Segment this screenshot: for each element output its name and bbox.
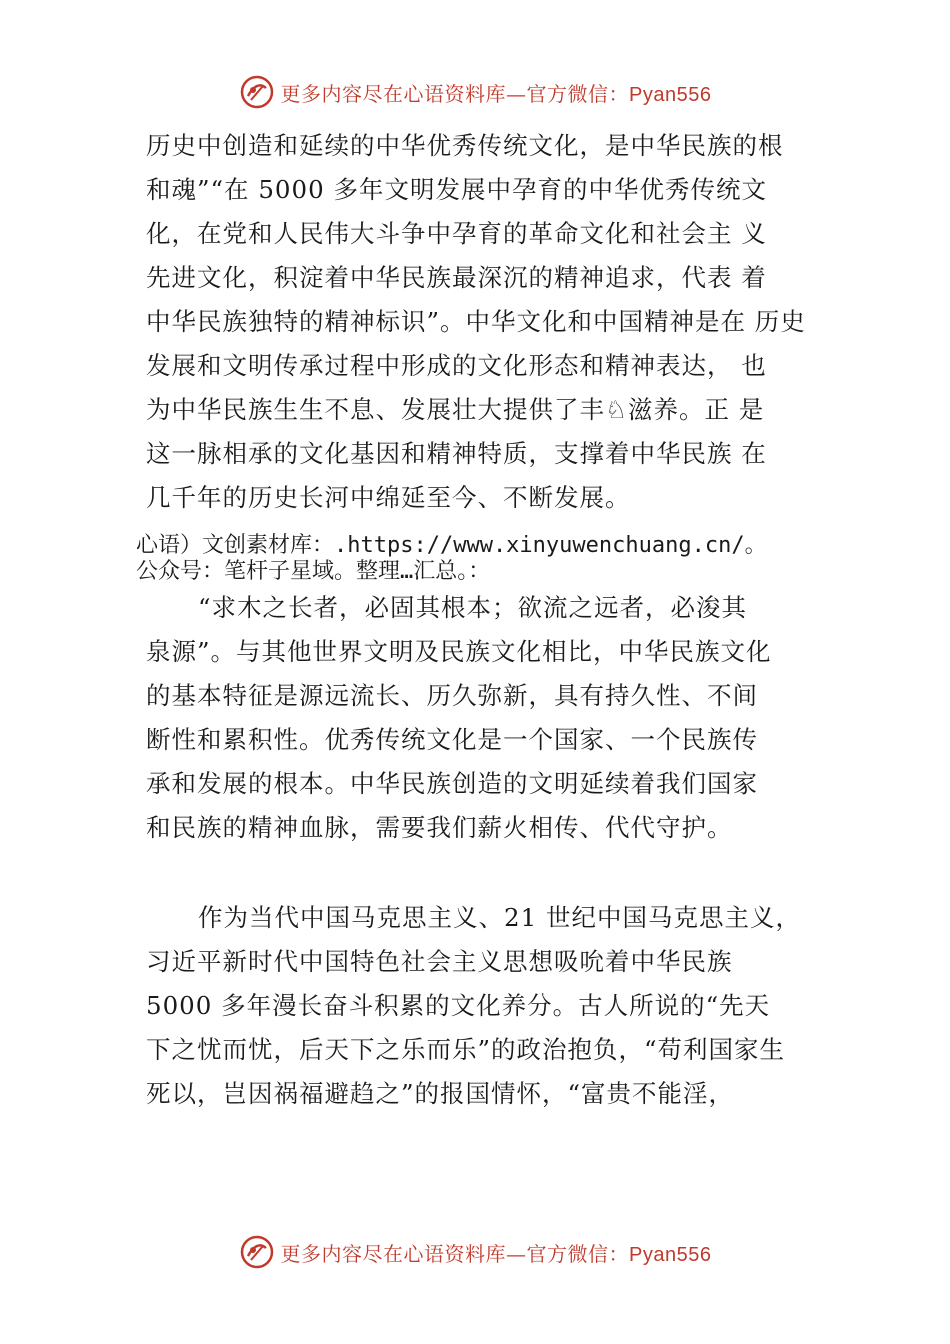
- text-line: 几千年的历史长河中绵延至今、不断发展。: [146, 483, 631, 512]
- wechat-id: Pyan556: [629, 1243, 712, 1266]
- header-banner: [0, 72, 950, 112]
- text-line: 化，在党和人民伟大斗争中孕育的革命文化和社会主 义: [146, 219, 767, 248]
- xinyu-logo-icon: [239, 1234, 275, 1270]
- text-line: 中华民族独特的精神标识”。中华文化和中国精神是在 历史: [146, 307, 806, 336]
- watermark-line-1: 心语）文创素材库：.https://www.xinyuwenchuang.cn/。: [136, 533, 767, 558]
- text-line: 先进文化，积淀着中华民族最深沉的精神追求，代表 着: [146, 263, 767, 292]
- text-line: 和民族的精神血脉，需要我们薪火相传、代代守护。: [146, 813, 733, 842]
- text-line: 泉源”。与其他世界文明及民族文化相比，中华民族文化: [146, 637, 772, 666]
- text-line: 历史中创造和延续的中华优秀传统文化，是中华民族的根: [146, 131, 784, 160]
- text-line: 习近平新时代中国特色社会主义思想吸吮着中华民族: [146, 947, 733, 976]
- footer-banner: [0, 1232, 950, 1272]
- text-line: 5000 多年漫长奋斗积累的文化养分。古人所说的“先天: [146, 991, 771, 1020]
- banner-text: 更多内容尽在心语资料库—官方微信：Pyan556: [280, 81, 712, 106]
- text-line: 死以，岂因祸福避趋之”的报国情怀，“富贵不能淫，: [146, 1079, 735, 1108]
- watermark-line-2: 公众号：笔杆子星域。整理…汇总。：: [136, 559, 491, 584]
- paragraph-2: [146, 586, 846, 850]
- text-line: 下之忧而忧，后天下之乐而乐”的政治抱负，“苟利国家生: [146, 1035, 786, 1064]
- banner-text: 更多内容尽在心语资料库—官方微信：Pyan556: [280, 1241, 712, 1266]
- text-line: 的基本特征是源远流长、历久弥新，具有持久性、不间: [146, 681, 758, 710]
- wechat-id: Pyan556: [629, 83, 712, 106]
- text-line: 发展和文明传承过程中形成的文化形态和精神表达， 也: [146, 351, 767, 380]
- text-line: 承和发展的根本。中华民族创造的文明延续着我们国家: [146, 769, 758, 798]
- paragraph-1: [146, 124, 846, 520]
- text-line: 这一脉相承的文化基因和精神特质，支撑着中华民族 在: [146, 439, 767, 468]
- text-line: 作为当代中国马克思主义、21 世纪中国马克思主义，: [198, 903, 801, 932]
- text-line: 断性和累积性。优秀传统文化是一个国家、一个民族传: [146, 725, 758, 754]
- text-line: 为中华民族生生不息、发展壮大提供了丰♘滋养。正 是: [146, 395, 765, 424]
- text-line: 和魂”“在 5000 多年文明发展中孕育的中华优秀传统文: [146, 175, 767, 204]
- text-line: “求木之长者，必固其根本；欲流之远者，必浚其: [198, 593, 748, 622]
- paragraph-3: [146, 896, 846, 1116]
- xinyu-logo-icon: [239, 74, 275, 110]
